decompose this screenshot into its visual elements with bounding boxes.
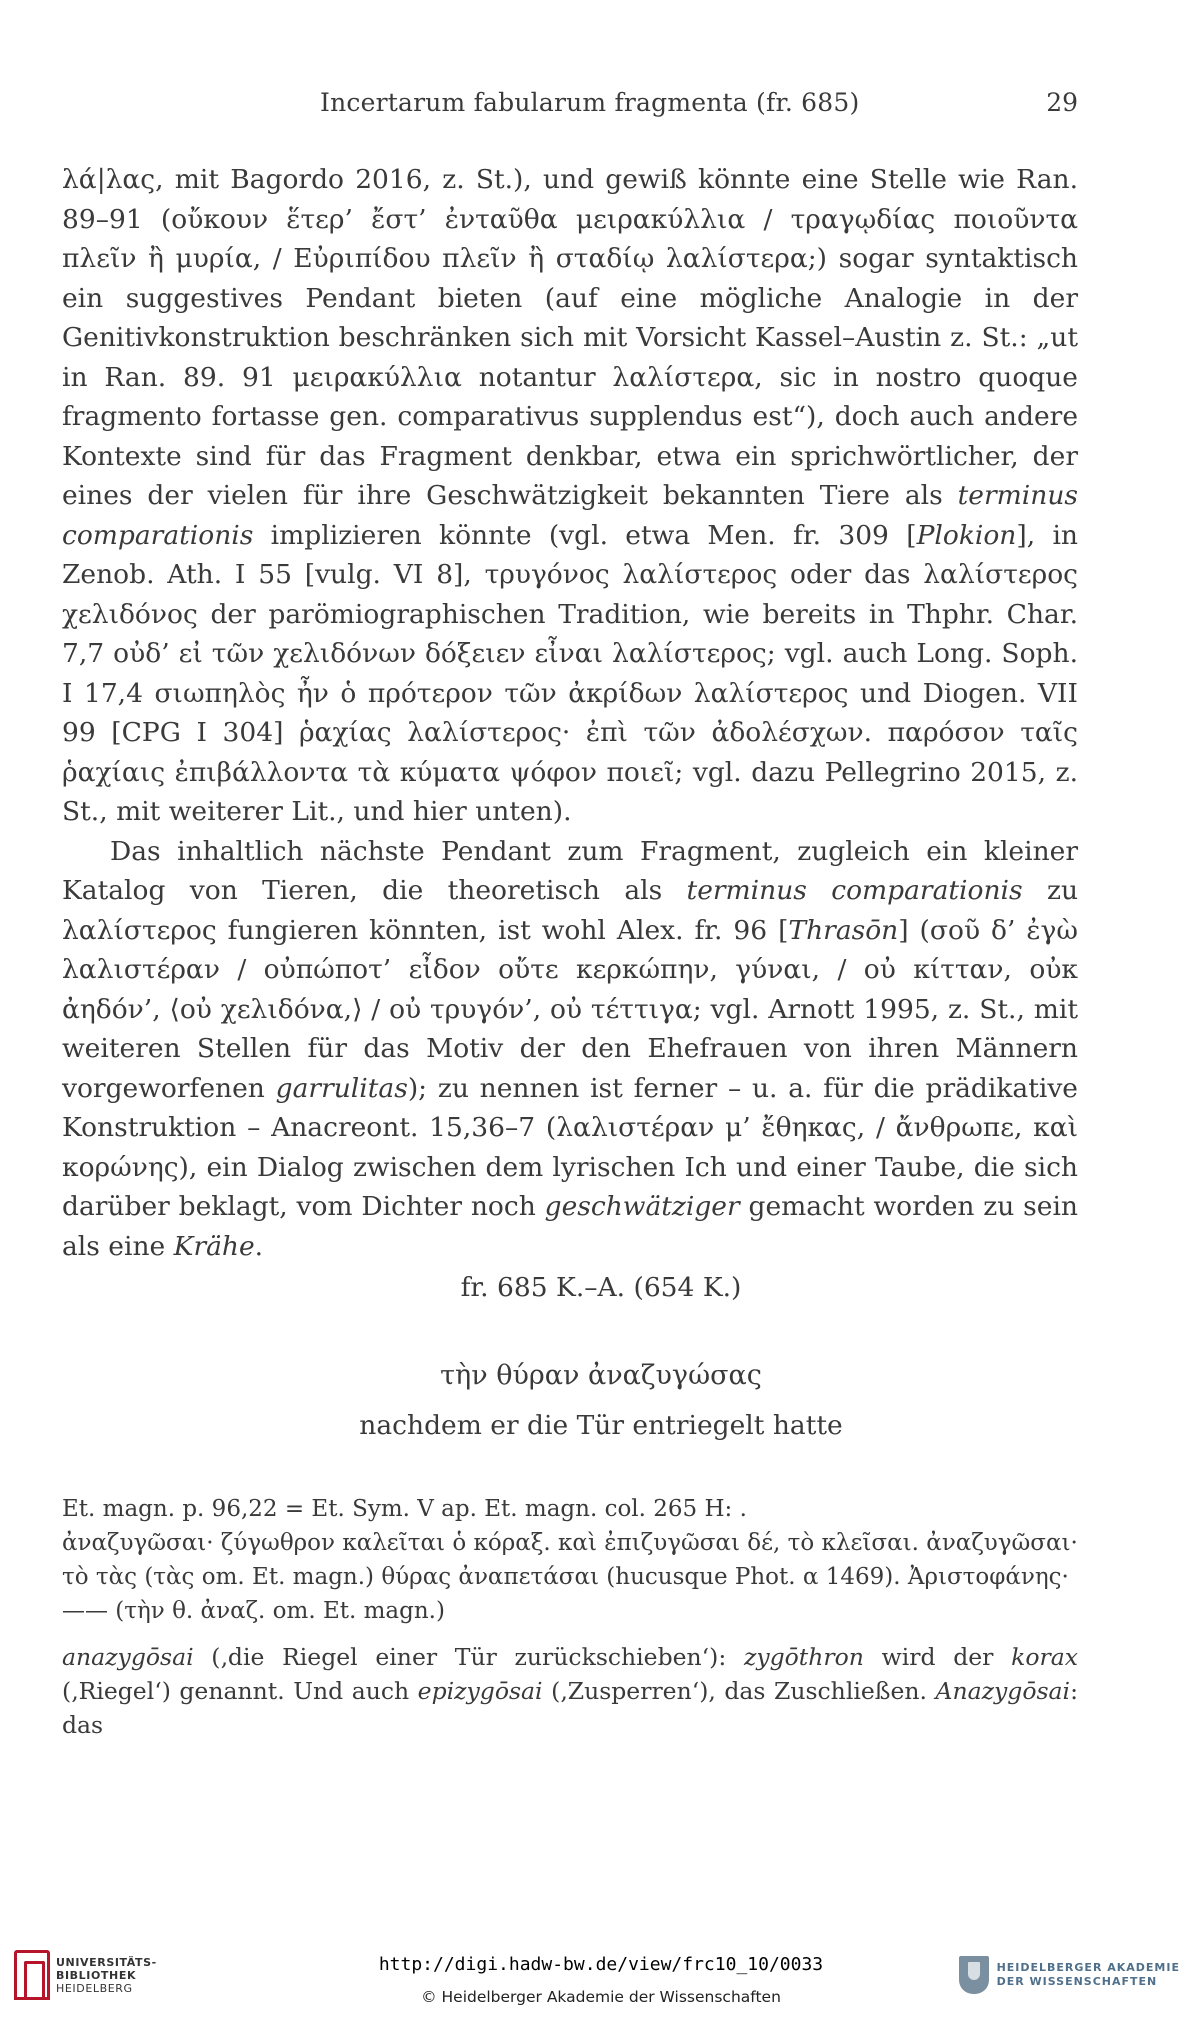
italic-term: Anazygōsai (935, 1677, 1071, 1705)
testimonia-line-2: ἀναζυγῶσαι· ζύγωθρον καλεῖται ὁ κόραξ. καὶ ἐπιζυγῶσαι δέ, τὸ κλεῖσαι. ἀναζυγῶσαι· τὸ τὰς (τὰς om. Et. magn.) θύρας ἀναπετάσαι (hucusque Phot. α 1469). Ἀριστοφάνης· (62, 1530, 1078, 1590)
testimonia-line-1: Et. magn. p. 96,22 = Et. Sym. V ap. Et. magn. col. 265 H: . (62, 1496, 747, 1522)
italic-term: Plokion (916, 519, 1017, 551)
body-text (62, 160, 1078, 1266)
running-head: Incertarum fabularum fragmenta (fr. 685) (320, 88, 860, 117)
italic-term: terminus comparationis (686, 875, 1023, 906)
academy-logo-line-1: HEIDELBERGER AKADEMIE (996, 1961, 1180, 1974)
fragment-greek-text: τὴν θύραν ἀναζυγώσας (440, 1360, 762, 1391)
italic-term: geschwätziger (544, 1191, 740, 1222)
italic-term: garrulitas (275, 1072, 408, 1104)
testimonia-apparatus (62, 1492, 1078, 1628)
italic-term: terminus comparationis (62, 480, 1078, 551)
italic-term: korax (1011, 1643, 1078, 1671)
italic-term: Thrasōn (788, 914, 899, 946)
academy-shield-icon (959, 1956, 989, 1994)
footer (0, 1944, 1202, 2017)
italic-term: Krähe (173, 1230, 255, 1262)
library-logo-line-1: UNIVERSITÄTS- (56, 1955, 157, 1969)
library-logo-line-3: HEIDELBERG (56, 1981, 133, 1995)
testimonia-line-3: —— (τὴν θ. ἀναζ. om. Et. magn.) (62, 1598, 445, 1624)
italic-term: zygōthron (743, 1643, 864, 1671)
academy-logo[interactable] (959, 1956, 1180, 1994)
italic-term: epizygōsai (417, 1677, 543, 1705)
page-number: 29 (1046, 88, 1078, 117)
academy-logo-text (997, 1961, 1180, 1989)
academy-logo-line-2: DER WISSENSCHAFTEN (996, 1975, 1158, 1988)
permalink-url[interactable]: http://digi.hadw-bw.de/view/frc10_10/0033 (378, 1954, 824, 1975)
copyright-notice: © Heidelberger Akademie der Wissenschaften (421, 1988, 781, 2006)
italic-term: anazygōsai (62, 1643, 194, 1671)
fragment-heading: fr. 685 K.–A. (654 K.) (460, 1272, 742, 1303)
commentary-text: anazygōsai (‚die Riegel einer Tür zurückschieben‘): zygōthron wird der korax (‚Riegel‘) genannt. Und auch epizygōsai (‚Zusperren‘), das Zuschließen. Anazygōsai: das (62, 1643, 1078, 1739)
paragraph-2: Das inhaltlich nächste Pendant zum Fragment, zugleich ein kleiner Katalog von Tieren, die theoretisch als terminus comparationis zu λαλίστερος fungieren könnten, ist wohl Alex. fr. 96 [Thrasōn] (σοῦ δ’ ἐγὼ λαλιστέραν / οὐπώποτ’ εἶδον οὔτε κερκώπην, γύναι, / οὐ κίτταν, οὐκ ἀηδόν’, ⟨οὐ χελιδόνα,⟩ / οὐ τρυγόν’, οὐ τέττιγα; vgl. Arnott 1995, z. St., mit weiteren Stellen für das Motiv der den Ehefrauen von ihren Männern vorgeworfenen garrulitas); zu nennen ist ferner – u. a. für die prädikative Konstruktion – Anacreont. 15,36–7 (λαλιστέραν μ’ ἔθηκας, / ἄνθρωπε, καὶ κορώνης), ein Dialog zwischen dem lyrischen Ich und einer Taube, die sich darüber beklagt, vom Dichter noch geschwätziger gemacht worden zu sein als eine Krähe. (62, 835, 1079, 1262)
paragraph-1: λά|λας, mit Bagordo 2016, z. St.), und gewiß könnte eine Stelle wie Ran. 89–91 (οὔκουν ἕτερ’ ἔστ’ ἐνταῦθα μειρακύλλια / τραγῳδίας ποιοῦντα πλεῖν ἢ μυρία, / Εὐριπίδου πλεῖν ἢ σταδίῳ λαλίστερα;) sogar syntaktisch ein suggestives Pendant bieten (auf eine mögliche Analogie in der Genitivkonstruktion beschränken sich mit Vorsicht Kassel–Austin z. St.: „ut in Ran. 89. 91 μειρακύλλια notantur λαλίστερα, sic in nostro quoque fragmento fortasse gen. comparativus supplendus est“), doch auch andere Kontexte sind für das Fragment denkbar, etwa ein sprichwörtlicher, der eines der vielen für ihre Geschwätzigkeit bekannten Tiere als terminus comparationis implizieren könnte (vgl. etwa Men. fr. 309 [Plokion], in Zenob. Ath. I 55 [vulg. VI 8], τρυγόνος λαλίστερος oder das λαλίστερος χελιδόνος der parömiographischen Tradition, wie bereits in Thphr. Char. 7,7 οὐδ’ εἰ τῶν χελιδόνων δόξειεν εἶναι λαλίστερος; vgl. auch Long. Soph. I 17,4 σιωπηλὸς ἦν ὁ πρότερον τῶν ἀκρίδων λαλίστερος und Diogen. VII 99 [CPG I 304] ῥαχίας λαλίστερος· ἐπὶ τῶν ἀδολέσχων. παρόσον ταῖς ῥαχίαις ἐπιβάλλοντα τὰ κύματα ψόφον ποιεῖ; vgl. dazu Pellegrino 2015, z. St., mit weiterer Lit., und hier unten). (62, 164, 1079, 827)
library-logo-line-2: BIBLIOTHEK (56, 1968, 137, 1982)
fragment-translation: nachdem er die Tür entriegelt hatte (359, 1410, 843, 1441)
